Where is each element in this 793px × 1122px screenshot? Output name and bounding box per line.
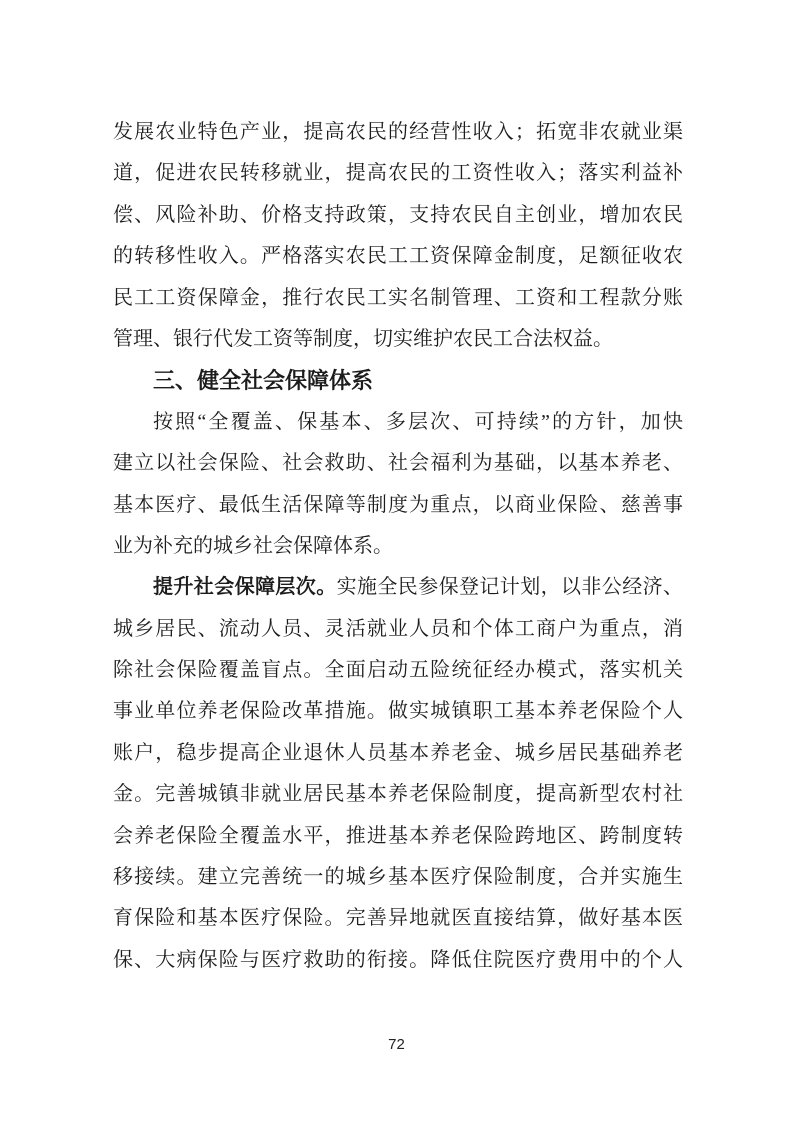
section-heading: 三、健全社会保障体系 [153,368,374,394]
bold-lead-text: 提升社会保障层次。 [153,576,337,599]
text-line: 偿、风险补助、价格支持政策，支持农民自主创业，增加农民 [113,203,683,226]
text-line: 金。完善城镇非就业居民基本养老保险制度，提高新型农村社 [113,783,683,806]
text-line: 事业单位养老保险改革措施。做实城镇职工基本养老保险个人 [113,700,683,723]
text-line: 按照“全覆盖、保基本、多层次、可持续”的方针，加快 [153,410,683,433]
text-line: 业为补充的城乡社会保障体系。 [113,534,393,557]
text-line: 保、大病保险与医疗救助的衔接。降低住院医疗费用中的个人 [113,948,683,971]
page-number: 72 [388,1036,405,1053]
text-line: 账户，稳步提高企业退休人员基本养老金、城乡居民基础养老 [113,741,683,764]
text-line: 的转移性收入。严格落实农民工工资保障金制度，足额征收农 [113,245,683,268]
text-line: 育保险和基本医疗保险。完善异地就医直接结算，做好基本医 [113,907,683,930]
text-line: 发展农业特色产业，提高农民的经营性收入；拓宽非农就业渠 [113,121,683,143]
text-block [113,112,683,981]
text-line: 会养老保险全覆盖水平，推进基本养老保险跨地区、跨制度转 [113,824,683,847]
text-line [113,567,683,608]
text-line: 建立以社会保险、社会救助、社会福利为基础，以基本养老、 [113,452,683,475]
text-line: 移接续。建立完善统一的城乡基本医疗保险制度，合并实施生 [113,866,683,889]
text-line: 基本医疗、最低生活保障等制度为重点，以商业保险、慈善事 [113,493,683,516]
text-line: 道，促进农民转移就业，提高农民的工资性收入；落实利益补 [113,162,683,185]
text-line: 民工工资保障金，推行农民工实名制管理、工资和工程款分账 [113,286,683,309]
text-line: 城乡居民、流动人员、灵活就业人员和个体工商户为重点，消 [113,617,683,640]
text-run: 实施全民参保登记计划，以非公经济、 [336,576,683,599]
text-line: 除社会保险覆盖盲点。全面启动五险统征经办模式，落实机关 [113,659,683,682]
text-line: 管理、银行代发工资等制度，切实维护农民工合法权益。 [113,327,613,350]
